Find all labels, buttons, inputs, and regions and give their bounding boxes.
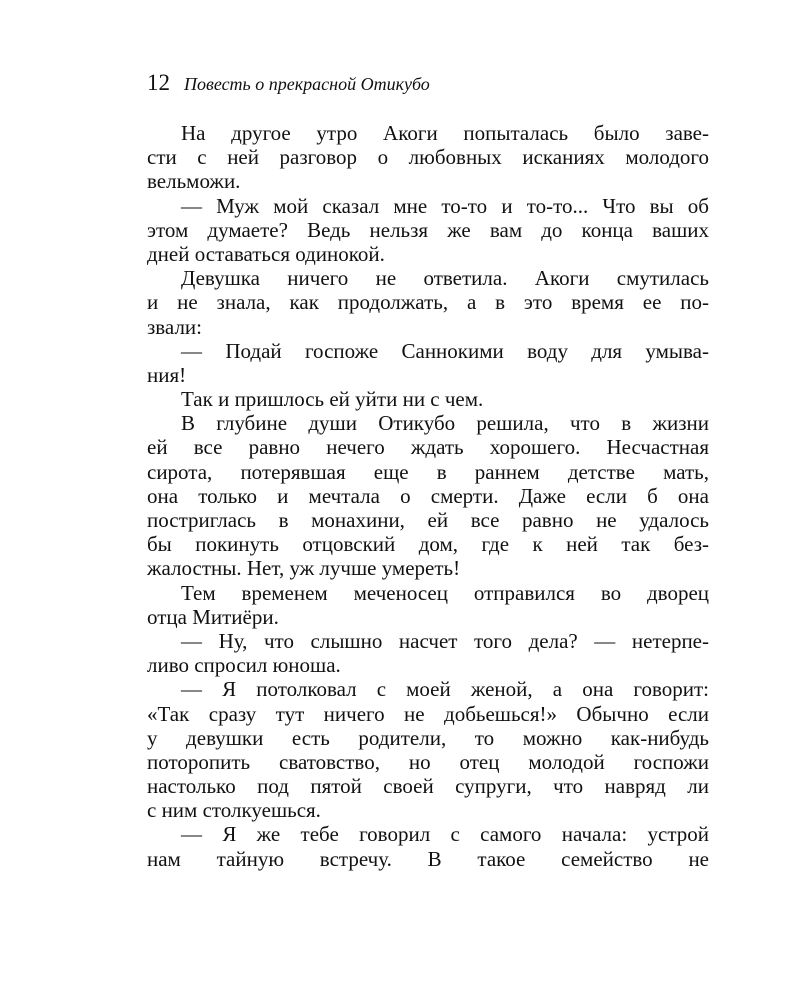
text-line: «Так сразу тут ничего не добьешься!» Обычно если (147, 701, 709, 726)
text-line: Так и пришлось ей уйти ни с чем. (181, 387, 484, 412)
text-line: у девушки есть родители, то можно как-нибудь (147, 725, 709, 750)
text-line: постриглась в монахини, ей все равно не удалось (147, 508, 709, 532)
running-title: Повесть о прекрасной Отикубо (184, 74, 430, 94)
text-line: — Я же тебе говорил с самого начала: устрой (181, 822, 709, 847)
text-line: этом думаете? Ведь нельзя же вам до конца ваших (147, 217, 709, 242)
text-line: поторопить сватовство, но отец молодой госпожи (147, 749, 709, 774)
text-line: сти с ней разговор о любовных исканиях молодого (147, 145, 709, 170)
text-line: сирота, потерявшая еще в раннем детстве мать, (147, 459, 709, 484)
text-line: вельможи. (147, 169, 241, 194)
text-line: — Я потолковал с моей женой, а она говорит: (181, 677, 709, 702)
text-line: и не знала, как продолжать, а в это время ее по- (147, 290, 709, 315)
page-number: 12 (147, 70, 170, 95)
text-line: с ним столкуешься. (147, 798, 321, 823)
body-text (147, 121, 709, 871)
text-line: бы покинуть отцовский дом, где к ней так без- (147, 532, 709, 557)
text-line: — Подай госпоже Саннокими воду для умыва- (181, 338, 709, 363)
text-line: дней оставаться одинокой. (147, 241, 385, 266)
text-line: ей все равно нечего ждать хорошего. Несчастная (147, 435, 709, 460)
text-line: — Муж мой сказал мне то-то и то-то... Что вы об (181, 193, 709, 218)
text-line: отца Митиёри. (147, 604, 279, 629)
running-head (147, 70, 430, 100)
text-line: Девушка ничего не ответила. Акоги смутилась (181, 266, 709, 291)
text-line: она только и мечтала о смерти. Даже если б она (147, 483, 709, 508)
text-line: В глубине души Отикубо решила, что в жизни (181, 411, 709, 436)
text-line: — Ну, что слышно насчет того дела? — нетерпе- (181, 628, 709, 653)
text-line: ния! (147, 362, 187, 387)
text-line: Тем временем меченосец отправился во дворец (181, 580, 709, 605)
text-line: настолько под пятой своей супруги, что навряд ли (147, 774, 709, 799)
text-line: звали: (147, 314, 202, 339)
text-line: жалостны. Нет, уж лучше умереть! (147, 556, 461, 581)
text-line: нам тайную встречу. В такое семейство не (147, 846, 709, 871)
text-line: ливо спросил юноша. (147, 653, 341, 678)
text-line: На другое утро Акоги попыталась было заве- (181, 121, 709, 145)
